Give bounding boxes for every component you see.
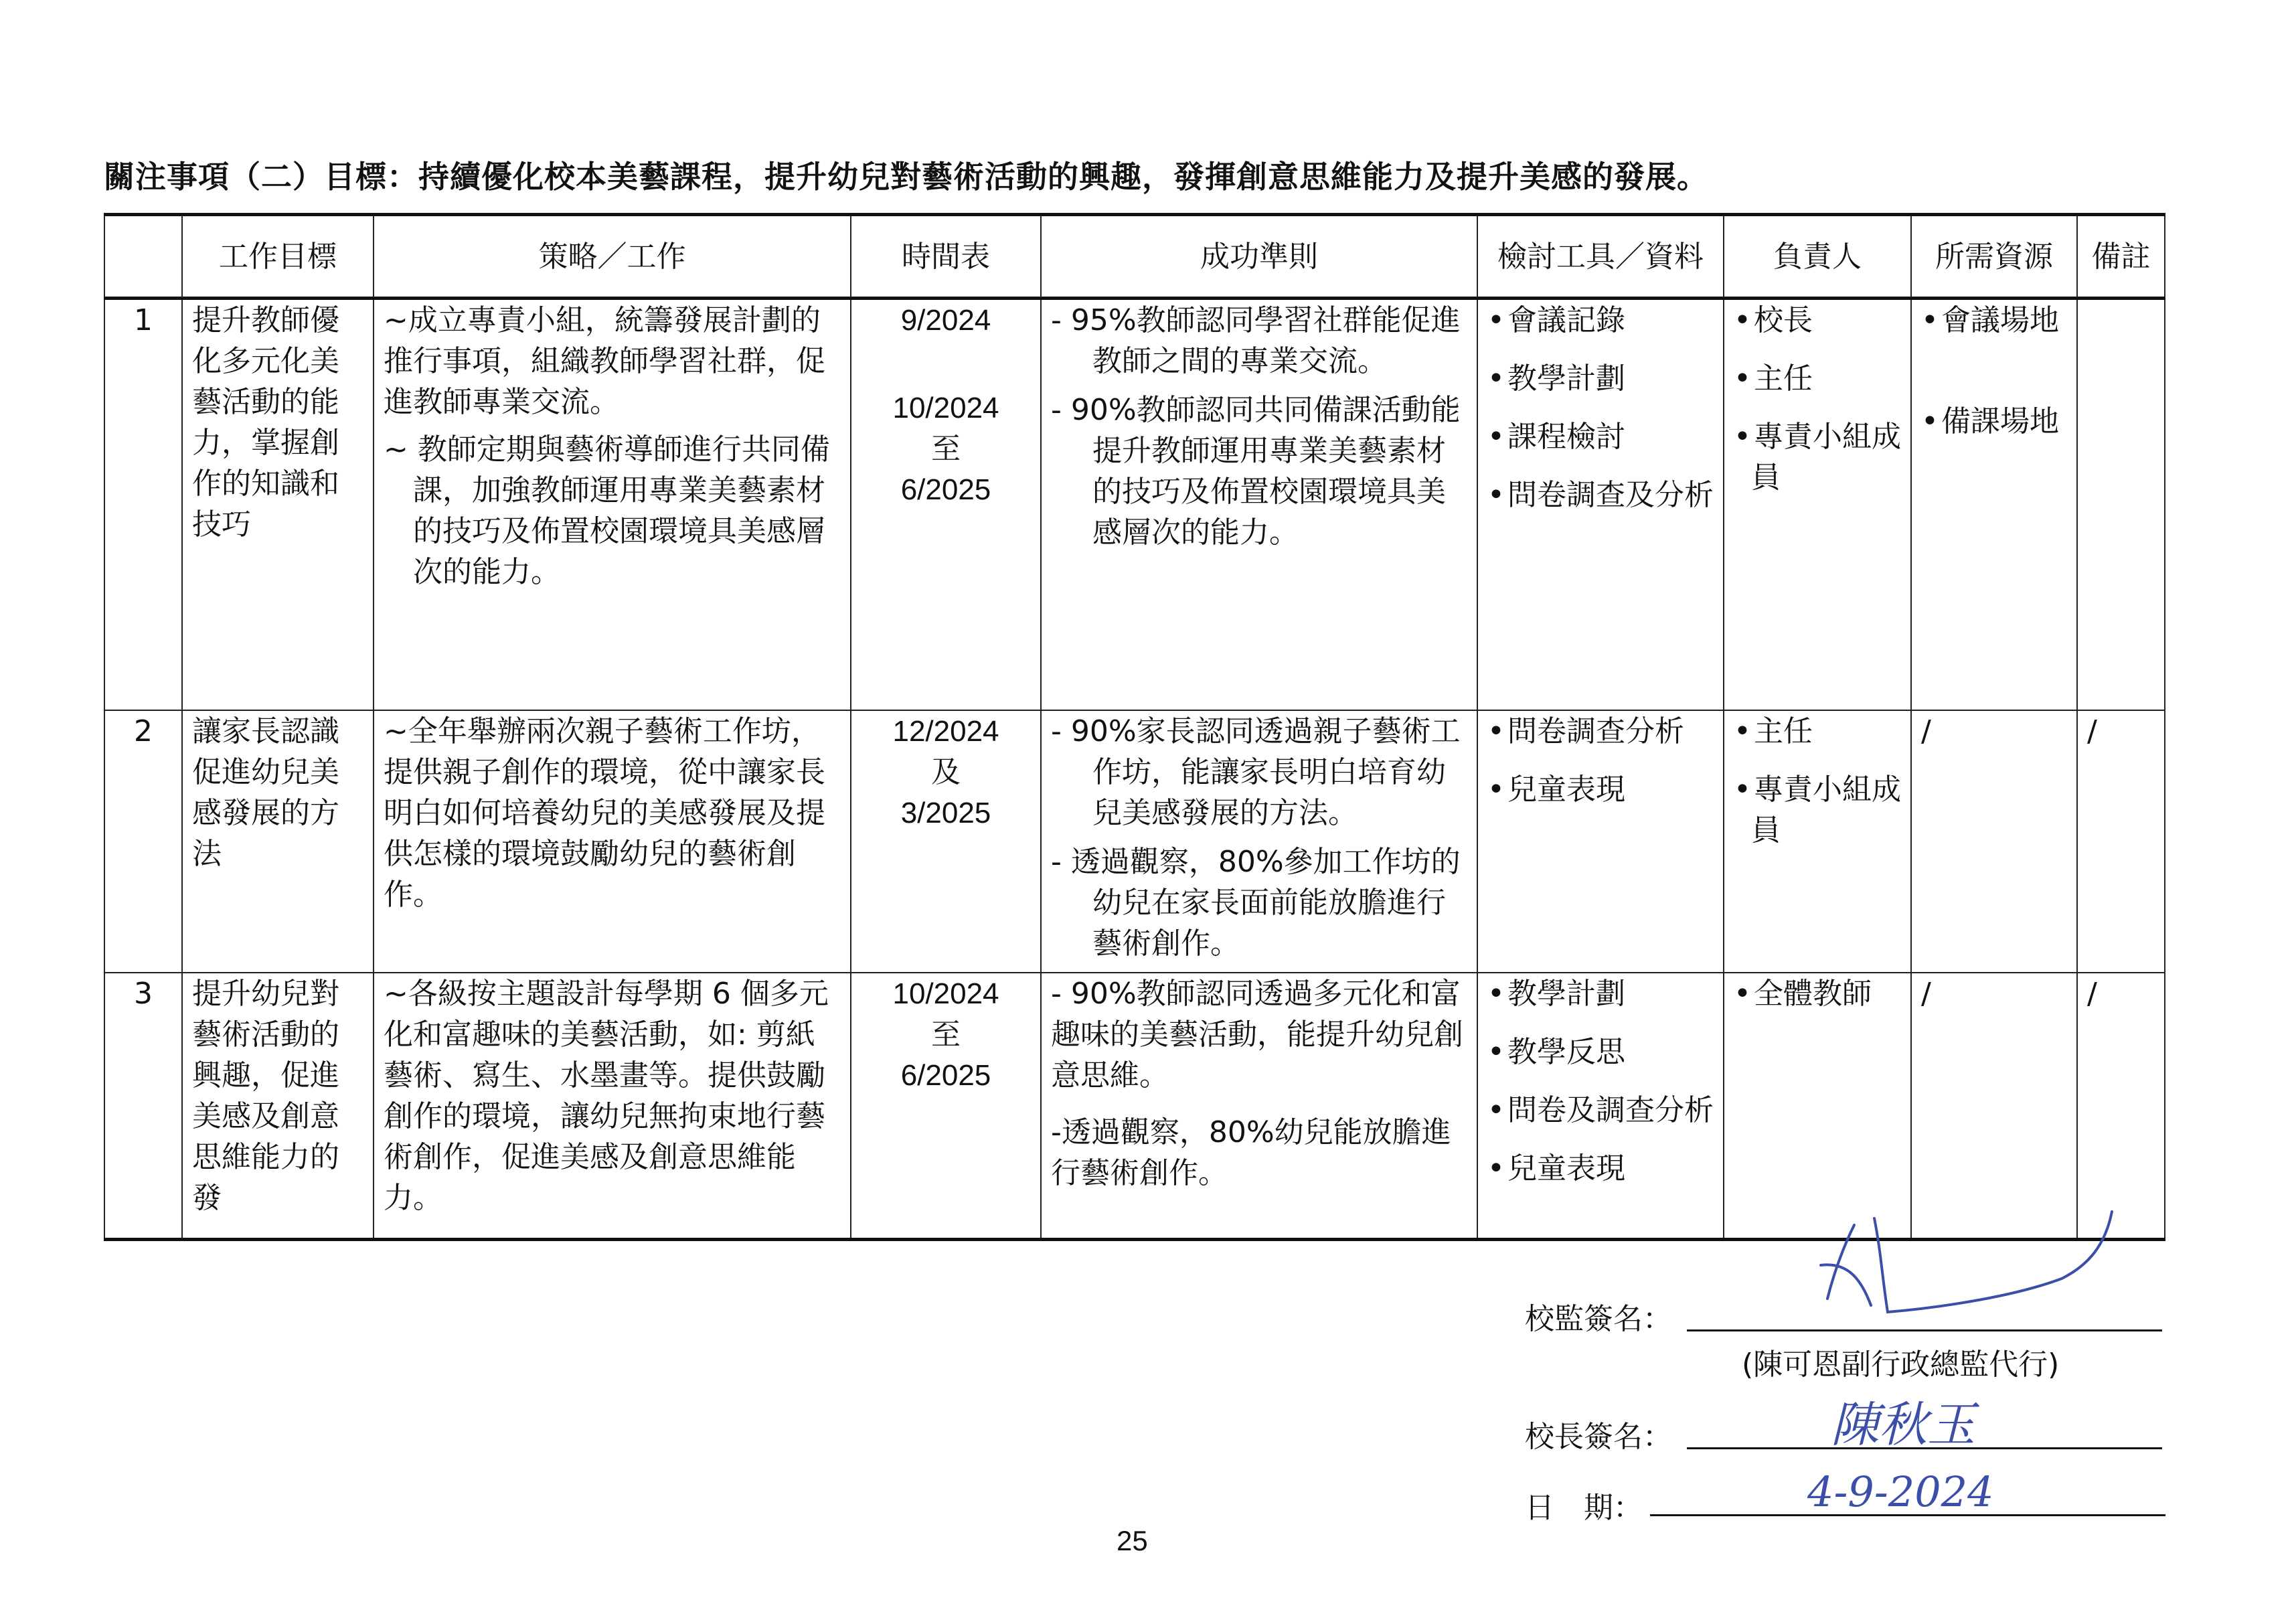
row-number: 2 (104, 710, 182, 973)
criteria-item: -透過觀察，80%幼兒能放膽進行藝術創作。 (1051, 1115, 1451, 1190)
tools-cell (1477, 299, 1724, 711)
timeline-to: 6/2025 (900, 473, 991, 506)
row-number: 3 (104, 973, 182, 1240)
resource-item: • 備課場地 (1921, 401, 2067, 442)
tool-item: • 兒童表現 (1487, 1148, 1714, 1189)
handwritten-date: 4-9-2024 (1807, 1467, 1994, 1516)
owner-item: • 主任 (1734, 711, 1901, 752)
header-goal: 工作目標 (182, 215, 374, 299)
criteria-cell (1041, 710, 1477, 973)
tool-item: • 問卷及調查分析 (1487, 1090, 1714, 1131)
supervisor-delegate-note: (陳可恩副行政總監代行) (1742, 1348, 2060, 1382)
resources-cell: / (1911, 710, 2077, 973)
resource-item: • 會議場地 (1921, 300, 2067, 341)
row-number: 1 (104, 299, 182, 711)
resources-cell (1911, 299, 2077, 711)
goal-cell: 讓家長認識促進幼兒美感發展的方法 (182, 710, 374, 973)
supervisor-signature-scribble (1807, 1198, 2122, 1325)
timeline-cell (851, 710, 1041, 973)
table-row (104, 710, 2165, 973)
principal-handwritten-signature: 陳秋玉 (1831, 1396, 1976, 1453)
criteria-item: - 95%教師認同學習社群能促進教師之間的專業交流。 (1051, 303, 1461, 378)
page-title: 關注事項（二）目標：持續優化校本美藝課程，提升幼兒對藝術活動的興趣，發揮創意思維能力及提升美感的發展。 (104, 159, 1708, 195)
resources-cell: / (1911, 973, 2077, 1240)
owner-item: • 全體教師 (1734, 973, 1901, 1014)
header-criteria: 成功準則 (1041, 215, 1477, 299)
page-number: 25 (1117, 1525, 1148, 1556)
tool-item: • 會議記錄 (1487, 300, 1714, 341)
timeline-start: 9/2024 (900, 304, 991, 337)
header-remarks: 備註 (2077, 215, 2165, 299)
timeline-connector: 至 (931, 1018, 961, 1051)
owner-item: • 專責小組成員 (1734, 769, 1901, 851)
date-label: 日 期： (1525, 1491, 1643, 1525)
remarks-cell (2077, 299, 2165, 711)
owner-item: • 專責小組成員 (1734, 416, 1901, 498)
tool-item: • 問卷調查分析 (1487, 711, 1714, 752)
header-owner: 負責人 (1724, 215, 1911, 299)
owner-item: • 校長 (1734, 300, 1901, 341)
timeline-from: 10/2024 (892, 392, 999, 424)
criteria-cell (1041, 299, 1477, 711)
remarks-cell: / (2077, 973, 2165, 1240)
header-row (104, 215, 2165, 299)
strategy-item: ~各級按主題設計每學期 6 個多元化和富趣味的美藝活動，如: 剪紙藝術、寫生、水墨畫等。提供鼓勵創作的環境，讓幼兒無拘束地行藝術創作，促進美感及創意思維能力。 (384, 977, 829, 1215)
header-tools: 檢討工具／資料 (1477, 215, 1724, 299)
strategy-item: ~ 教師定期與藝術導師進行共同備課，加強教師運用專業美藝素材的技巧及佈置校園環境具美感層次的能力。 (384, 432, 830, 589)
owner-item: • 主任 (1734, 358, 1901, 399)
owner-cell (1724, 299, 1911, 711)
strategy-item: ~全年舉辦兩次親子藝術工作坊，提供親子創作的環境，從中讓家長明白如何培養幼兒的美感發展及提供怎樣的環境鼓勵幼兒的藝術創作。 (384, 714, 825, 912)
header-resources: 所需資源 (1911, 215, 2077, 299)
tool-item: • 教學計劃 (1487, 973, 1714, 1014)
tool-item: • 兒童表現 (1487, 769, 1714, 810)
strategy-cell (374, 710, 851, 973)
criteria-cell (1041, 973, 1477, 1240)
criteria-item: - 90%教師認同透過多元化和富趣味的美藝活動，能提升幼兒創意思維。 (1051, 977, 1463, 1092)
header-strategy: 策略／工作 (374, 215, 851, 299)
timeline-cell (851, 299, 1041, 711)
header-no (104, 215, 182, 299)
strategy-item: ~成立專責小組，統籌發展計劃的推行事項，組織教師學習社群，促進教師專業交流。 (384, 303, 825, 419)
timeline-connector: 及 (931, 756, 961, 789)
criteria-item: - 90%教師認同共同備課活動能提升教師運用專業美藝素材的技巧及佈置校園環境具美感層次的能力。 (1051, 393, 1461, 550)
tools-cell (1477, 710, 1724, 973)
timeline-to: 3/2025 (900, 797, 991, 829)
tool-item: • 問卷調查及分析 (1487, 475, 1714, 515)
tool-item: • 教學反思 (1487, 1032, 1714, 1072)
criteria-item: - 透過觀察，80%參加工作坊的幼兒在家長面前能放膽進行藝術創作。 (1051, 845, 1461, 961)
strategy-cell (374, 973, 851, 1240)
tool-item: • 教學計劃 (1487, 358, 1714, 399)
tool-item: • 課程檢討 (1487, 416, 1714, 457)
criteria-item: - 90%家長認同透過親子藝術工作坊，能讓家長明白培育幼兒美感發展的方法。 (1051, 714, 1461, 830)
strategy-cell (374, 299, 851, 711)
timeline-from: 12/2024 (892, 715, 999, 748)
timeline-connector: 至 (931, 432, 961, 465)
tools-cell (1477, 973, 1724, 1240)
remarks-cell: / (2077, 710, 2165, 973)
principal-signature-label: 校長簽名： (1525, 1420, 1672, 1454)
plan-table (104, 213, 2165, 1241)
goal-cell: 提升教師優化多元化美藝活動的能力，掌握創作的知識和技巧 (182, 299, 374, 711)
owner-cell (1724, 710, 1911, 973)
supervisor-signature-label: 校監簽名： (1525, 1302, 1672, 1336)
goal-cell: 提升幼兒對藝術活動的興趣，促進美感及創意思維能力的發 (182, 973, 374, 1240)
timeline-to: 6/2025 (900, 1059, 991, 1092)
timeline-from: 10/2024 (892, 977, 999, 1010)
header-timeline: 時間表 (851, 215, 1041, 299)
table-row (104, 299, 2165, 711)
supervisor-signature-line (1687, 1329, 2162, 1331)
timeline-cell (851, 973, 1041, 1240)
